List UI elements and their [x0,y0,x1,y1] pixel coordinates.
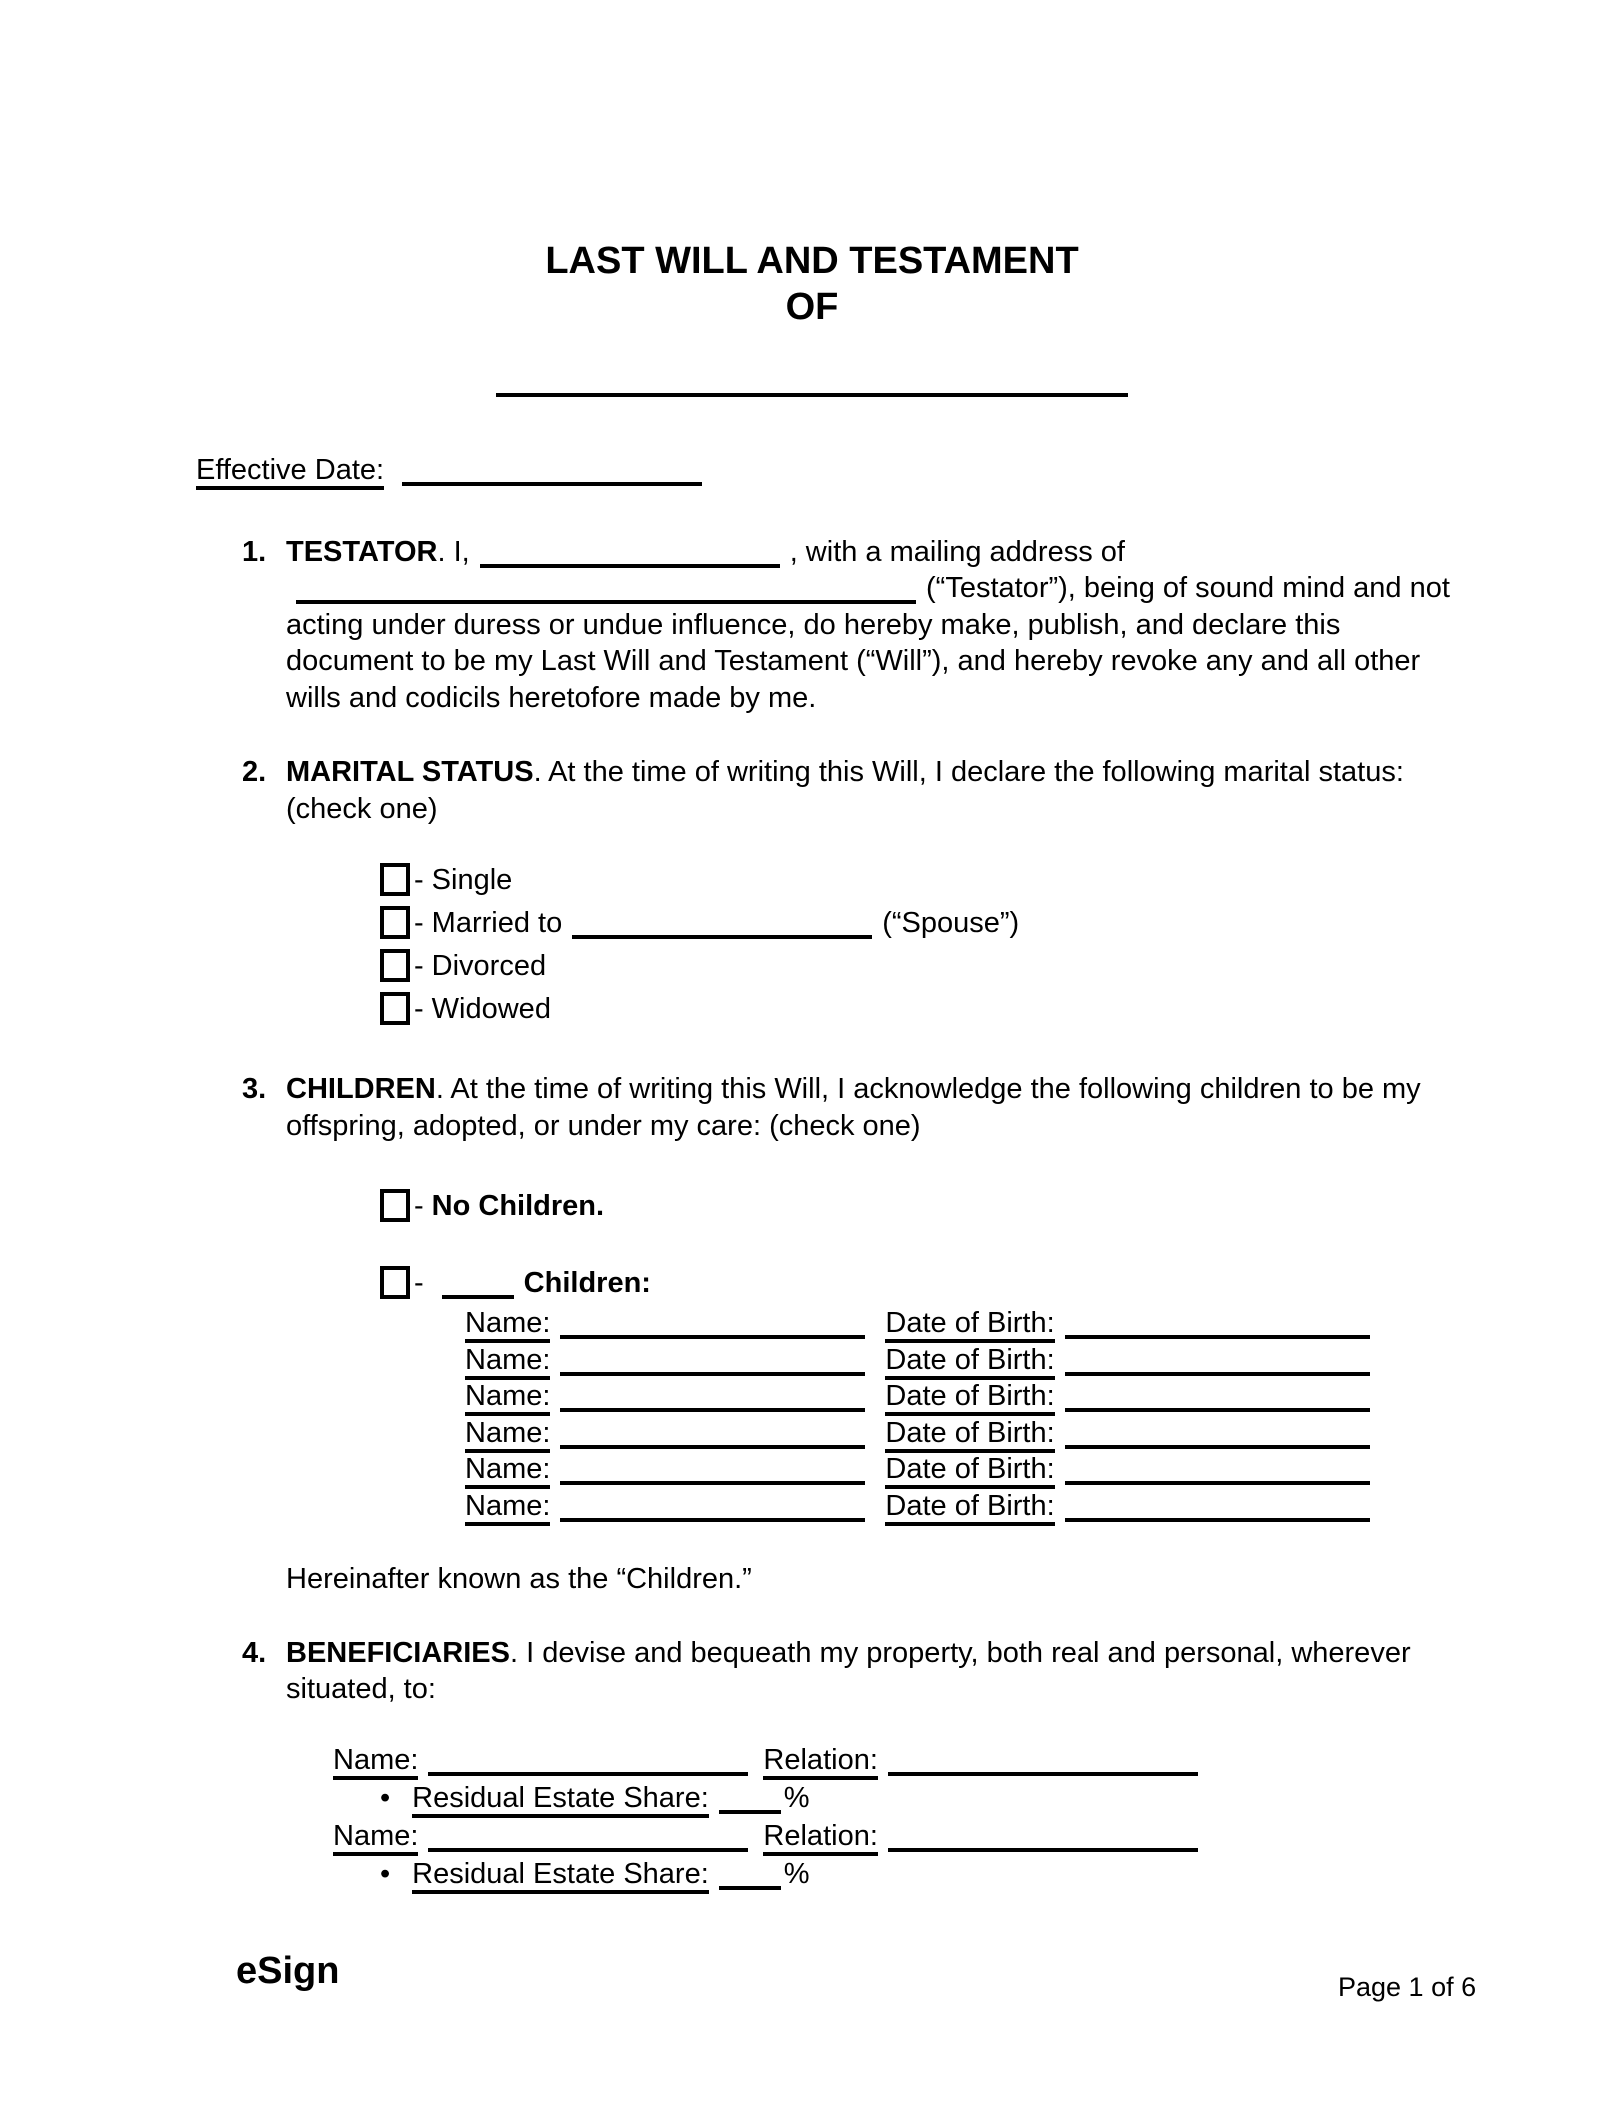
child-dob-blank[interactable] [1065,1492,1370,1522]
child-row [465,1488,1472,1525]
marital-option-widowed [380,988,1472,1031]
children-table [286,1305,1472,1524]
beneficiary-relation-blank[interactable] [888,1746,1198,1776]
child-name-label: Name: [465,1380,550,1416]
option-label-no-children: No Children. [431,1190,605,1222]
child-name-blank[interactable] [560,1382,865,1412]
child-name-blank[interactable] [560,1455,865,1485]
marital-options [286,859,1472,1031]
children-count-blank[interactable] [442,1269,514,1299]
child-name-label: Name: [465,1490,550,1526]
dash: - [414,864,424,896]
share-label: Residual Estate Share: [412,1858,709,1894]
section-number: 4. [242,1636,267,1669]
section-text: . At the time of writing this Will, I acknowledge the following children to be my offspring, adopted, or under my care: (check one) [286,1073,1421,1142]
mailing-address-blank[interactable] [296,574,916,604]
option-label-widowed: Widowed [431,993,551,1025]
option-label-spouse: (“Spouse”) [882,907,1020,939]
child-dob-blank[interactable] [1065,1419,1370,1449]
child-name-blank[interactable] [560,1309,865,1339]
document-title [0,0,1624,330]
no-children-checkbox[interactable] [380,1189,410,1222]
marital-option-single [380,859,1472,902]
option-label-married: Married to [431,907,563,939]
beneficiary-relation-label: Relation: [763,1744,877,1780]
percent-sign: % [783,1781,810,1814]
child-dob-blank[interactable] [1065,1382,1370,1412]
effective-date-blank[interactable] [402,456,702,486]
option-label-divorced: Divorced [431,950,547,982]
section-children [242,1071,1472,1598]
beneficiary-relation-blank[interactable] [888,1822,1198,1852]
child-dob-blank[interactable] [1065,1455,1370,1485]
child-row [465,1378,1472,1415]
section-heading: MARITAL STATUS [286,756,534,788]
children-option-count [380,1262,1472,1305]
section-beneficiaries [242,1635,1472,1893]
beneficiary-relation-label: Relation: [763,1820,877,1856]
effective-date-label: Effective Date: [196,454,384,490]
child-dob-blank[interactable] [1065,1309,1370,1339]
married-checkbox[interactable] [380,906,410,939]
child-name-label: Name: [465,1344,550,1380]
section-heading: TESTATOR [286,535,438,568]
child-dob-blank[interactable] [1065,1346,1370,1376]
marital-option-divorced [380,945,1472,988]
effective-date-line [196,452,1624,489]
marital-option-married [380,902,1472,945]
share-blank[interactable] [719,1784,781,1814]
dash: - [414,1267,424,1299]
children-option-none [380,1185,1472,1228]
beneficiary-share-row [380,1855,1472,1893]
child-name-blank[interactable] [560,1492,865,1522]
child-dob-label: Date of Birth: [885,1307,1054,1343]
section-text: . At the time of writing this Will, I declare the following marital status: (check one) [286,756,1404,825]
section-marital-status [242,754,1472,1031]
share-blank[interactable] [719,1860,781,1890]
testator-name-title-blank[interactable] [496,393,1128,397]
child-dob-label: Date of Birth: [885,1380,1054,1416]
section-heading: CHILDREN [286,1073,436,1105]
option-label-single: Single [431,864,513,896]
spouse-name-blank[interactable] [572,909,872,939]
child-name-label: Name: [465,1417,550,1453]
dash: - [414,950,424,982]
section-number: 3. [242,1073,267,1105]
child-dob-label: Date of Birth: [885,1344,1054,1380]
beneficiary-row [333,1817,1472,1855]
divorced-checkbox[interactable] [380,949,410,982]
section-text: . I devise and bequeath my property, both real and personal, wherever situated, to: [286,1636,1411,1705]
beneficiary-list [286,1741,1472,1893]
child-name-label: Name: [465,1307,550,1343]
widowed-checkbox[interactable] [380,992,410,1025]
section-number: 2. [242,756,267,788]
section-text: , with a mailing address of [789,535,1125,568]
single-checkbox[interactable] [380,863,410,896]
bullet-icon: • [380,1857,391,1890]
children-hereinafter-note: Hereinafter known as the “Children.” [286,1563,752,1595]
child-row [465,1415,1472,1452]
page-indicator: Page 1 of 6 [1338,1972,1477,2002]
child-name-blank[interactable] [560,1346,865,1376]
section-testator [242,534,1472,717]
dash: - [414,1190,424,1222]
section-heading: BENEFICIARIES [286,1636,510,1669]
child-row [465,1342,1472,1379]
beneficiary-name-label: Name: [333,1820,418,1856]
beneficiary-row [333,1741,1472,1779]
testator-name-blank[interactable] [480,538,780,568]
share-label: Residual Estate Share: [412,1782,709,1818]
dash: - [414,907,424,939]
beneficiary-name-label: Name: [333,1744,418,1780]
section-text: (“Testator”), being of sound mind and not acting under duress or undue influence, do hereby make, publish, and declare this document to be my Last Will and Testament (“Will”), and hereby revoke any and all other wills and codicils heretofore made by me. [286,572,1450,714]
child-dob-label: Date of Birth: [885,1490,1054,1526]
title-line-2: OF [785,286,839,328]
beneficiary-name-blank[interactable] [428,1746,748,1776]
title-line-1: LAST WILL AND TESTAMENT [545,240,1079,282]
option-label-children: Children: [523,1267,651,1299]
has-children-checkbox[interactable] [380,1266,410,1299]
child-row [465,1451,1472,1488]
beneficiary-share-row [380,1779,1472,1817]
beneficiary-name-blank[interactable] [428,1822,748,1852]
section-text: . I, [437,535,470,568]
child-name-blank[interactable] [560,1419,865,1449]
dash: - [414,993,424,1025]
section-number: 1. [242,535,267,568]
child-dob-label: Date of Birth: [885,1417,1054,1453]
child-row [465,1305,1472,1342]
percent-sign: % [783,1857,810,1890]
bullet-icon: • [380,1781,391,1814]
child-dob-label: Date of Birth: [885,1453,1054,1489]
esign-logo: eSign [236,1950,340,1992]
child-name-label: Name: [465,1453,550,1489]
